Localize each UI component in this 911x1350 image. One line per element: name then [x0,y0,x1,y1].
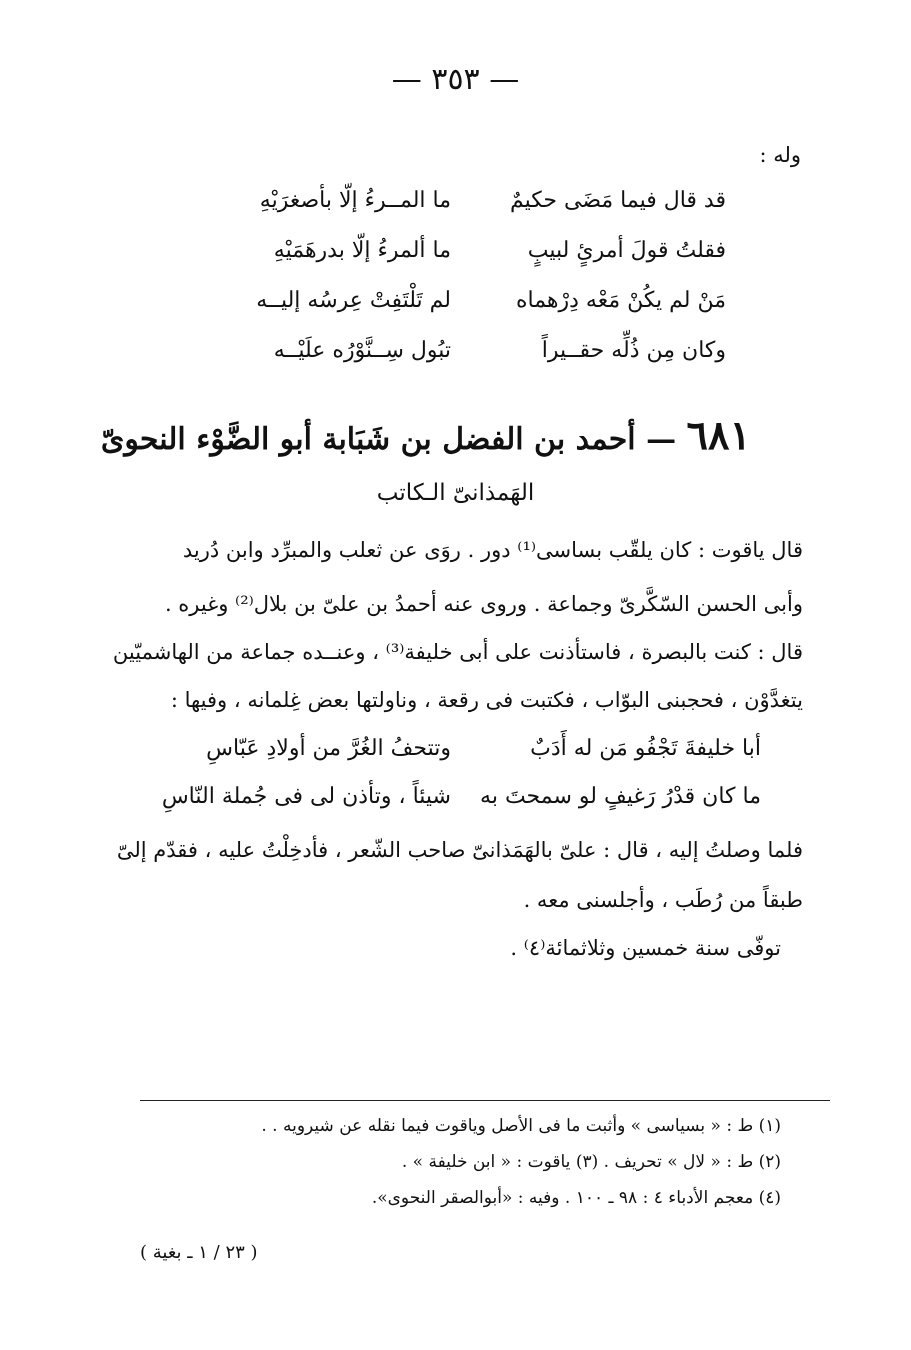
paragraph-line: وأبى الحسن السّكَّرىّ وجماعة . وروى عنه أحمدُ بن علىّ بن بلال⁽²⁾ وغيره . [164,592,803,616]
entry-heading [101,412,751,459]
hemistich-second: ما ألمرءُ إلّا بدرهَمَيْهِ [273,238,451,263]
hemistich-second: ما المــرءُ إلّا بأصغرَيْهِ [259,188,451,213]
verse-intro: وله : [759,143,801,167]
verse-line [186,238,726,286]
hemistich-second: شيئاً ، وتأذن لى فى جُملة النّاسِ [161,784,451,809]
hemistich-first: أبا خليفةَ تَجْفُو مَن له أَدَبٌ [530,736,761,761]
paragraph-line: قال ياقوت : كان يلقّب بساسى⁽¹⁾ دور . روَى عن ثعلب والمبرِّد وابن دُريد [182,538,803,562]
verse-line [186,188,726,236]
footnote-divider [140,1100,830,1101]
paragraph-line: يتغدَّوْن ، فحجبنى البوّاب ، فكتبت فى رقعة ، وناولتها بعض غِلمانه ، وفيها : [170,688,803,712]
poem-line [121,784,761,832]
death-date-line: توفّى سنة خمسين وثلاثمائة⁽٤⁾ . [510,936,781,960]
signature-mark: ( ٢٣ / ١ ـ بغية ) [140,1242,258,1263]
paragraph-line: طبقاً من رُطَب ، وأجلسنى معه . [523,888,803,912]
paragraph-line: فلما وصلتُ إليه ، قال : علىّ بالهَمَذانىّ صاحب الشّعر ، فأدخِلْتُ عليه ، فقدّم إلىّ [116,838,803,862]
entry-subtitle: الهَمذانىّ الـكاتب [376,480,535,506]
hemistich-first: مَنْ لم يكُنْ مَعْه دِرْهماه [515,288,726,313]
footnote: (٢) ط : « لال » تحريف . (٣) ياقوت : « ابن خليفة » . [401,1152,781,1172]
hemistich-first: فقلتُ قولَ أمرئٍ لبيبٍ [527,238,726,263]
hemistich-second: وتتحفُ الغُرَّ من أولادِ عَبّاسِ [206,736,451,761]
verse-line [186,338,726,386]
hemistich-first: ما كان قدْرُ رَغيفٍ لو سمحتَ به [480,784,761,809]
paragraph-line: قال : كنت بالبصرة ، فاستأذنت على أبى خليفة⁽³⁾ ، وعنــده جماعة من الهاشميّين [112,640,803,664]
page-number: — ٣٥٣ — [391,62,520,97]
hemistich-second: تبُول سِــنَّوْرُه علَيْــه [273,338,451,363]
verse-line [186,288,726,336]
hemistich-first: قد قال فيما مَضَى حكيمٌ [509,188,726,213]
entry-number: ٦٨١ [686,412,751,459]
entry-name: — أحمد بن الفضل بن شَبَابة أبو الضَّوْء النحوىّ [100,422,677,457]
footnote: (٤) معجم الأدباء ٤ : ٩٨ ـ ١٠٠ . وفيه : «أبوالصقر النحوى». [371,1188,781,1208]
footnote: (١) ط : « بسياسى » وأثبت ما فى الأصل وياقوت فيما نقله عن شيرويه . . [261,1116,781,1136]
hemistich-first: وكان مِن ذُلِّه حقــيراً [541,338,726,363]
poem-line [121,736,761,784]
hemistich-second: لم تَلْتَفِتْ عِرسُه إليــه [256,288,451,313]
